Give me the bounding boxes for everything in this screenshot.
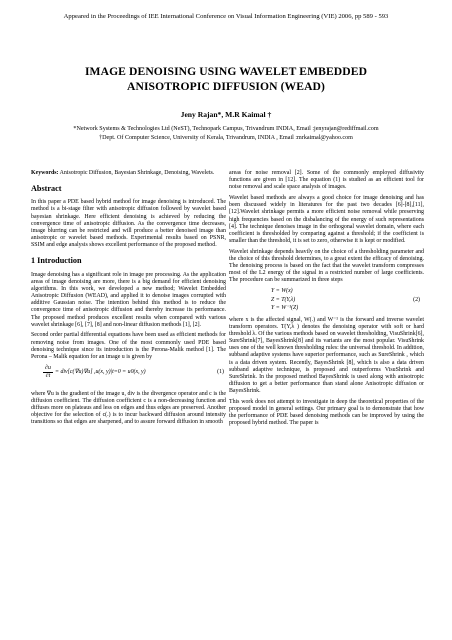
equation-1-body: = div[c(∇u)∇u] ,u(x, y)|t=0 = u0(x, y) (55, 368, 146, 375)
intro-paragraph-1: Image denoising has a significant role in image pre processing. As the application areas of image denoising are more, there is a big demand for efficient denoising algorithms. In this work, we developed a new method; Wavelet Embedded Anisotropic Diffusion (WEAD), and applied it to denoise images corrupted with additive Gaussian noise. The intention behind this method is to reduce the convergence time of anisotropic diffusion and thereby increase its performance. The proposed method produces excellent results when compared with various wavelet shrinkage [6], [7], [8] and non-linear diffusion methods [1], [2]. (31, 271, 226, 328)
equation-2 (229, 288, 424, 314)
intro-paragraph-2: Second order partial differential equations have been used as efficient methods for removing noise from images. One of the most commonly used PDE based denoising technique since its introduction is the Perona-Malik method [1]. The Perona – Malik equation for an image u is given by (31, 332, 226, 360)
equation-2-line-3: Y = W⁻¹(Z) (271, 305, 299, 312)
affiliation-1: *Network Systems & Technologies Ltd (NeST), Technopark Campus, Trivandrum INDIA, Email :jenyrajan@rediffmail.com (73, 126, 379, 132)
equation-1-numerator: ∂u (43, 365, 53, 373)
abstract-text: In this paper a PDE based hybrid method for image denoising is introduced. The method is a bi-stage filter with anisotropic diffusion followed by wavelet based bayesian shrinkage. Here efficient denoising is achieved by reducing the convergence time of anisotropic diffusion. As the convergence time decreases, image blurring can be restricted and will produce a better denoised image than anisotropic or wavelet based methods. Experimental results based on PSNR, SSIM and edge analysis shows excellent performance of the proposed method. (31, 199, 226, 249)
paper-title (30, 64, 422, 94)
authors: Jeny Rajan*, M.R Kaimal † (180, 110, 272, 119)
equation-2-line-2: Z = T(Y,λ) (271, 296, 296, 303)
right-column (229, 170, 424, 431)
equation-1-denominator: ∂t (45, 372, 51, 379)
right-paragraph-4: where x is the affected signal, W(.) and W⁻¹ is the forward and inverse wavelet transform operators. T(Y,λ ) denotes the denoising operator with soft or hard threshold λ. Of the various methods based on wavelet thresholding, VisuShrink[6], SureShrink[7], BayesShrink[8] and its variants are the most popular. VisuShrink uses one of the well known thresholding rules: the universal threshold. In addition, subband adaptive systems have superior performance, such as SureShrink , which is a data driven system. Recently, BayesShrink [8], which is also a data driven subband adaptive technique, is proposed and outperforms VisuShrink and SureShrink. In the proposed method BayesShrink is used along with anisotropic diffusion to get a better performance than stand alone Anisotropic diffusion or BayesShrink. (229, 316, 425, 395)
left-column (31, 170, 226, 430)
right-paragraph-5: This work does not attempt to investigate in deep the theoretical properties of the proposed model in general settings. Our primary goal is to demonstrate that how the performance of PDE based denoising methods can be improved by using the proposed hybrid method. The paper is (229, 398, 424, 427)
keywords-label: Keywords: (31, 170, 59, 176)
title-line-2: ANISOTROPIC DIFFUSION (WEAD) (127, 80, 325, 93)
keywords-text: Anisotropic Diffusion, Bayesian Shrinkage, Denoising, Wavelets. (58, 170, 215, 176)
equation-1-label: (1) (217, 368, 224, 375)
affiliation-2: †Dept. Of Computer Science, University of Kerala, Trivandrum, INDIA , Email :mrkaimal@yahoo.com (99, 135, 353, 141)
right-paragraph-1: areas for noise removal [2]. Some of the commonly employed diffusivity functions are given in [12]. The equation (1) is studied as an efficient tool for noise removal and scale space analysis of images. (229, 170, 424, 191)
intro-paragraph-3: where ∇u is the gradient of the image u, div is the divergence operator and c is the diffusion coefficient. The diffusion coefficient c is a non-decreasing function and diffuses more on plateaus and less on edges and thus edges are preserved. Another objective for the selection of c(.) is to incur backward diffusion around intensity transitions so that edges are sharpened, and to assure forward diffusion in smooth (31, 390, 226, 426)
equation-1-fraction (43, 365, 53, 380)
equation-1 (31, 365, 226, 387)
equation-2-line-1: Y = W(x) (271, 288, 293, 295)
equation-2-label: (2) (413, 296, 420, 303)
introduction-heading: 1 Introduction (31, 256, 82, 266)
abstract-heading: Abstract (31, 184, 62, 194)
right-paragraph-3: Wavelet shrinkage depends heavily on the choice of a thresholding parameter and the choice of this threshold determines, to a great extent the efficacy of denoising. The denoising process is based on the fact that the wavelet transform compresses most of the L2 energy of the signal in a restricted number of large coefficients. The procedure can be summarized in three steps (229, 248, 424, 284)
title-line-1: IMAGE DENOISING USING WAVELET EMBEDDED (84, 65, 368, 78)
proceedings-note: Appeared in the Proceedings of IEE International Conference on Visual Information Engineering (VIE) 2006, pp 589 - 593 (63, 13, 389, 20)
keywords (31, 170, 226, 177)
right-paragraph-2: Wavelet based methods are always a good choice for image denoising and has been discussed widely in literatures for the past two decades [6]-[8],[11],[12].Wavelet shrinkage permits a more efficient noise removal while preserving high frequencies based on the disbalancing of the energy of such representations [4]. The technique denoises image in the orthogonal wavelet domain, where each coefficient is thresholded by comparing against a threshold; if the coefficient is smaller than the threshold, it is set to zero, otherwise it is kept or modified. (229, 195, 424, 244)
